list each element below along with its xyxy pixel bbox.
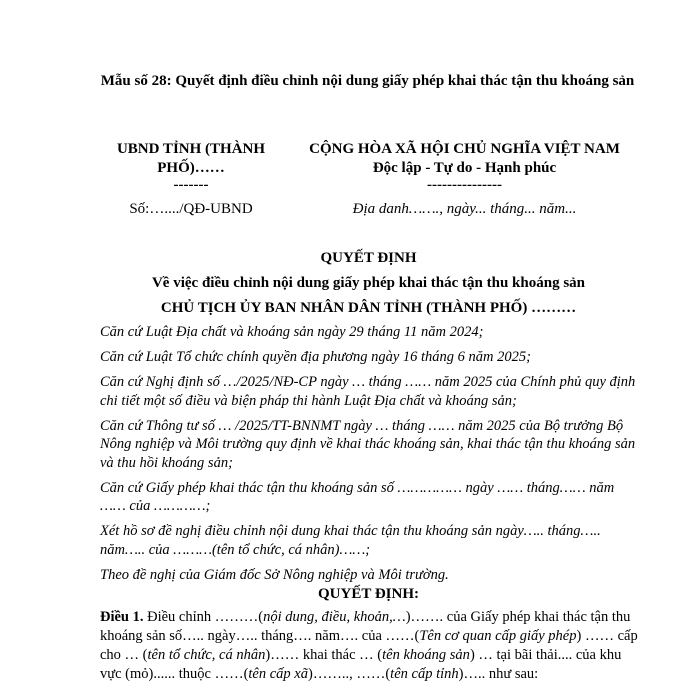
article-1-label: Điều 1. — [100, 609, 144, 625]
article-1-paragraph — [100, 608, 638, 684]
article-placeholder: tên tổ chức, cá nhân — [147, 647, 266, 663]
legal-bases — [100, 323, 638, 591]
article-placeholder: tên khoáng sản — [382, 647, 470, 663]
decision-number: Số:…..../QĐ-UBND — [129, 201, 253, 217]
article-placeholder: Tên cơ quan cấp giấy phép — [419, 628, 577, 644]
legal-basis: Căn cứ Nghị định số …/2025/NĐ-CP ngày … tháng …… năm 2025 của Chính phủ quy định chi tiết một số điều và biện pháp thi hành Luật Địa chất và khoáng sản; — [100, 374, 636, 409]
article-text: ) … tại bãi thải.... của khu vực (mỏ)...... thuộc ……( — [100, 647, 622, 682]
place-date: Địa danh……., ngày... tháng... năm... — [352, 201, 577, 217]
article-text: )…….., ……( — [308, 666, 391, 682]
issuing-authority: CHỦ TỊCH ỦY BAN NHÂN DÂN TỈNH (THÀNH PHỐ) ……… — [160, 300, 577, 316]
motto-divider: --------------- — [427, 177, 502, 193]
article-placeholder: nội dung, điều, khoản,… — [263, 609, 406, 625]
nation-header — [292, 140, 637, 192]
legal-basis: Xét hồ sơ đề nghị điều chỉnh nội dung khai thác tận thu khoáng sản ngày….. tháng….. năm….. của ………(tên tổ chức, cá nhân)……; — [100, 523, 601, 558]
legal-basis: Căn cứ Luật Tổ chức chính quyền địa phương ngày 16 tháng 6 năm 2025; — [100, 349, 531, 365]
nation-name: CỘNG HÒA XÃ HỘI CHỦ NGHĨA VIỆT NAM — [309, 141, 620, 157]
article-placeholder: tên cấp xã — [248, 666, 308, 682]
form-title: Mẫu số 28: Quyết định điều chỉnh nội dung giấy phép khai thác tận thu khoáng sản — [100, 73, 635, 89]
legal-basis: Căn cứ Giấy phép khai thác tận thu khoáng sản số …………… ngày …… tháng…… năm …… của …………; — [100, 479, 615, 514]
article-text: ) …… cấp cho … ( — [100, 628, 638, 663]
decides-heading: QUYẾT ĐỊNH: — [318, 586, 419, 602]
agency-header — [96, 140, 286, 192]
document-heading: QUYẾT ĐỊNH — [320, 250, 417, 266]
national-motto: Độc lập - Tự do - Hạnh phúc — [372, 160, 557, 176]
legal-basis: Theo đề nghị của Giám đốc Sở Nông nghiệp và Môi trường. — [100, 566, 449, 583]
agency-name: UBND TỈNH (THÀNH PHỐ)…… — [116, 141, 266, 176]
document-subject: Về việc điều chỉnh nội dung giấy phép khai thác tận thu khoáng sản — [151, 275, 586, 291]
article-placeholder: tên cấp tỉnh — [390, 666, 459, 682]
article-1 — [100, 608, 638, 684]
agency-divider: ------- — [173, 177, 209, 193]
legal-basis: Căn cứ Thông tư số … /2025/TT-BNNMT ngày … tháng …… năm 2025 của Bộ trưởng Bộ Nông nghiệp và Môi trường quy định về khai thác khoáng sản, khai thác tận thu khoáng sản và thu hồi khoáng sản; — [100, 417, 636, 471]
article-text: )……. của Giấy phép khai thác tận thu khoáng sản số….. ngày….. tháng…. năm…. của ……( — [100, 609, 631, 644]
article-text: )….. như sau: — [458, 666, 539, 682]
article-text: )…… khai thác … ( — [265, 647, 383, 663]
article-text: Điều chỉnh ………( — [143, 609, 264, 625]
legal-basis: Căn cứ Luật Địa chất và khoáng sản ngày 29 tháng 11 năm 2024; — [100, 324, 484, 340]
